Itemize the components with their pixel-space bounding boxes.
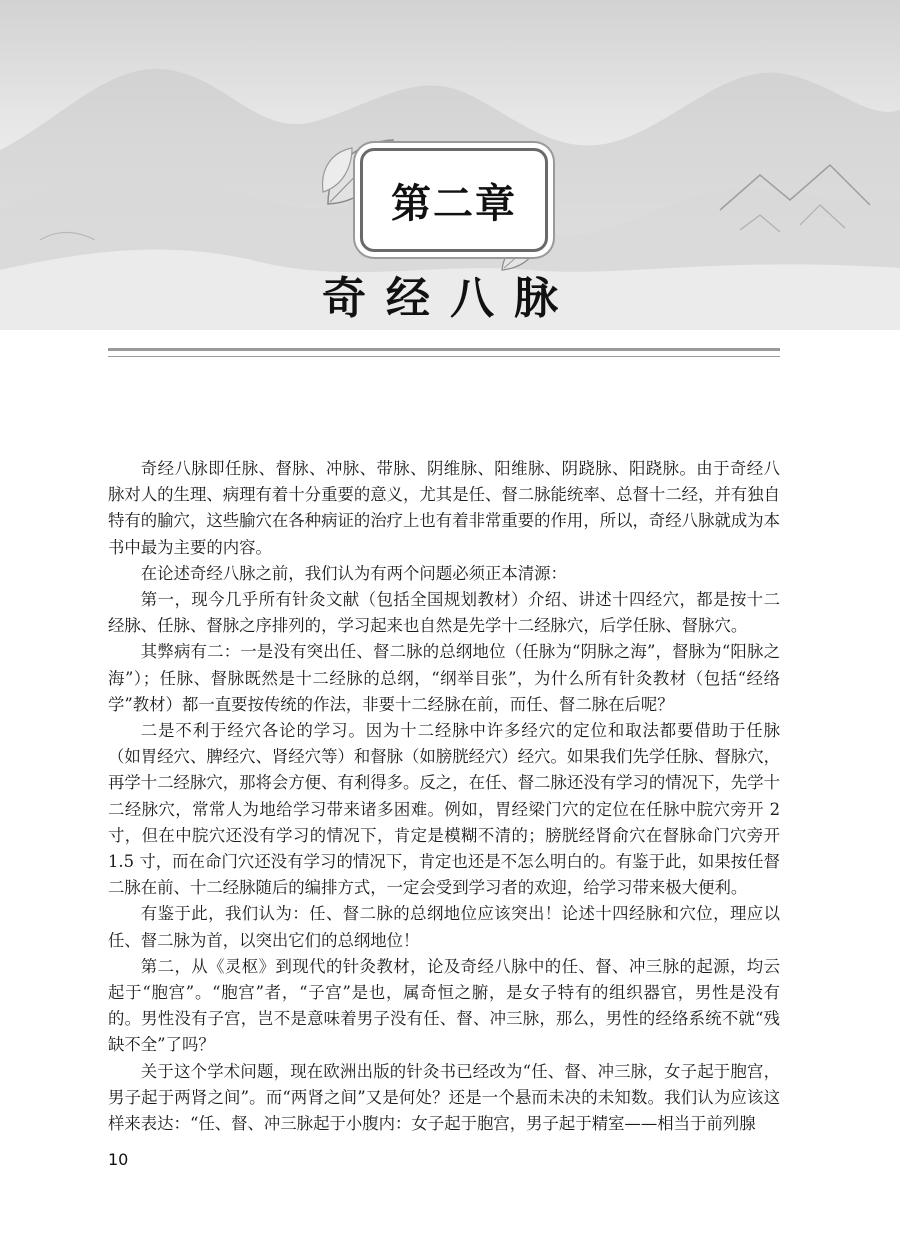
paragraph: 关于这个学术问题，现在欧洲出版的针灸书已经改为“任、督、冲三脉，女子起于胞宫，男子起于两肾之间”。而“两肾之间”又是何处？还是一个悬而未决的未知数。我们认为应该这样来表达：“任、督、冲三脉起于小腹内：女子起于胞宫，男子起于精室——相当于前列腺 — [108, 1061, 780, 1134]
chapter-label: 第二章 — [391, 180, 517, 227]
chapter-label-frame — [360, 148, 548, 252]
title-divider — [108, 348, 780, 357]
paragraph: 二是不利于经穴各论的学习。因为十二经脉中许多经穴的定位和取法都要借助于任脉（如胃经穴、脾经穴、肾经穴等）和督脉（如膀胱经穴）经穴。如果我们先学任脉、督脉穴，再学十二经脉穴，那将会方便、有利得多。反之，在任、督二脉还没有学习的情况下，先学十二经脉穴，常常人为地给学习带来诸多困难。例如，胃经梁门穴的定位在任脉中脘穴旁开 2 寸，但在中脘穴还没有学习的情况下，肯定是模糊不清的；膀胱经肾俞穴在督脉命门穴旁开 1.5 寸，而在命门穴还没有学习的情况下，肯定也还是不怎么明白的。有鉴于此，如果按任督二脉在前、十二经脉随后的编排方式，一定会受到学习者的欢迎，给学习带来极大便利。 — [108, 721, 781, 898]
paragraph: 第二，从《灵枢》到现代的针灸教材，论及奇经八脉中的任、督、冲三脉的起源，均云起于“胞宫”。“胞宫”者，“子宫”是也，属奇恒之腑，是女子特有的组织器官，男性是没有的。男性没有子宫，岂不是意味着男子没有任、督、冲三脉，那么，男性的经络系统不就“残缺不全”了吗？ — [108, 956, 780, 1055]
paragraph: 其弊病有二：一是没有突出任、督二脉的总纲地位（任脉为“阴脉之海”，督脉为“阳脉之海”）；任脉、督脉既然是十二经脉的总纲，“纲举目张”，为什么所有针灸教材（包括“经络学”教材）都一直要按传统的作法，非要十二经脉在前，而任、督二脉在后呢？ — [108, 642, 780, 714]
body-text — [108, 456, 780, 1137]
paragraph: 在论述奇经八脉之前，我们认为有两个问题必须正本清源： — [140, 563, 567, 583]
page-number: 10 — [108, 1150, 129, 1169]
paragraph: 有鉴于此，我们认为：任、督二脉的总纲地位应该突出！论述十四经脉和穴位，理应以任、督二脉为首，以突出它们的总纲地位！ — [108, 904, 780, 950]
paragraph: 奇经八脉即任脉、督脉、冲脉、带脉、阴维脉、阳维脉、阴跷脉、阳跷脉。由于奇经八脉对人的生理、病理有着十分重要的意义，尤其是任、督二脉能统率、总督十二经，并有独自特有的腧穴，这些腧穴在各种病证的治疗上也有着非常重要的作用，所以，奇经八脉就成为本书中最为主要的内容。 — [108, 459, 781, 557]
paragraph: 第一，现今几乎所有针灸文献（包括全国规划教材）介绍、讲述十四经穴，都是按十二经脉、任脉、督脉之序排列的，学习起来也自然是先学十二经脉穴，后学任脉、督脉穴。 — [108, 590, 780, 636]
chapter-title: 奇经八脉 — [322, 273, 578, 324]
